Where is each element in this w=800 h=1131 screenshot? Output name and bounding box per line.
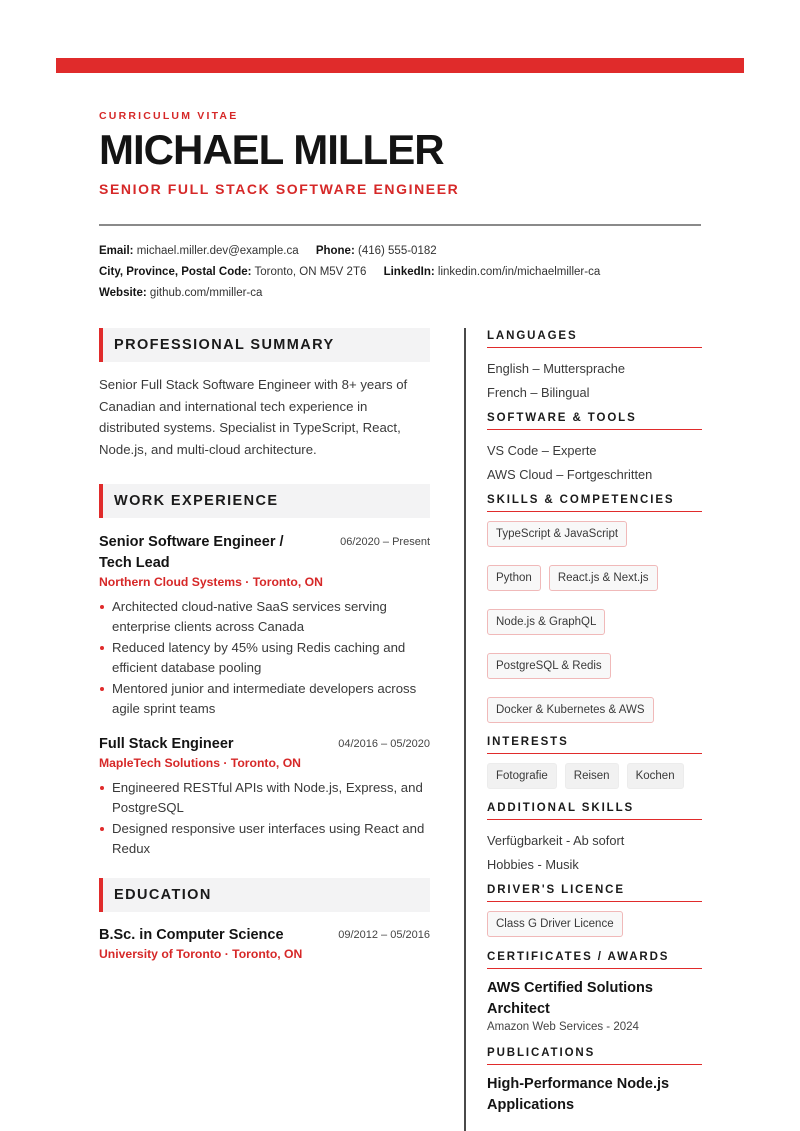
contact-website: Website: github.com/mmiller-ca	[99, 287, 263, 299]
job-entry	[99, 532, 430, 718]
degree-title: B.Sc. in Computer Science	[99, 927, 284, 943]
certificates-heading: CERTIFICATES / AWARDS	[487, 951, 702, 969]
licence-heading: DRIVER'S LICENCE	[487, 884, 702, 902]
resume-header	[99, 110, 701, 197]
job-company: Northern Cloud Systems · Toronto, ON	[99, 575, 323, 589]
skill-tag: Python	[487, 565, 541, 591]
additional-list	[487, 829, 702, 876]
licence-tag: Class G Driver Licence	[487, 911, 623, 937]
tools-list	[487, 439, 702, 486]
bullet-item: Reduced latency by 45% using Redis caching and efficient database pooling	[99, 638, 430, 677]
skill-tag: Node.js & GraphQL	[487, 609, 605, 635]
contact-email: Email: michael.miller.dev@example.ca	[99, 245, 299, 257]
skills-tags	[487, 521, 702, 723]
skill-tag: TypeScript & JavaScript	[487, 521, 627, 547]
column-divider	[464, 328, 466, 1131]
licence-tags	[487, 911, 702, 937]
interest-tag: Reisen	[565, 763, 619, 789]
job-dates: 04/2016 – 05/2020	[338, 738, 430, 750]
certificate-issuer: Amazon Web Services - 2024	[487, 1021, 639, 1033]
candidate-role: SENIOR FULL STACK SOFTWARE ENGINEER	[99, 181, 460, 198]
email-value[interactable]: michael.miller.dev@example.ca	[136, 245, 299, 257]
additional-item: Verfügbarkeit - Ab sofort	[487, 833, 625, 848]
contact-city: City, Province, Postal Code: Toronto, ON M5V 2T6	[99, 266, 367, 278]
publications-heading: PUBLICATIONS	[487, 1047, 702, 1065]
candidate-name: MICHAEL MILLER	[99, 126, 444, 173]
eyebrow-label: CURRICULUM VITAE	[99, 110, 239, 122]
language-item: English – Muttersprache	[487, 361, 625, 376]
header-divider	[99, 224, 701, 226]
interests-heading: INTERESTS	[487, 736, 702, 754]
city-value: Toronto, ON M5V 2T6	[254, 266, 367, 278]
bullet-item: Designed responsive user interfaces using React and Redux	[99, 819, 430, 858]
skills-heading: SKILLS & COMPETENCIES	[487, 494, 702, 512]
additional-heading: ADDITIONAL SKILLS	[487, 802, 702, 820]
summary-text: Senior Full Stack Software Engineer with 8+ years of Canadian and international tech experience in distributed systems. Specialist in TypeScript, React, Node.js, and multi-cloud architecture.	[99, 377, 408, 457]
job-company: MapleTech Solutions · Toronto, ON	[99, 756, 301, 770]
skill-tag: PostgreSQL & Redis	[487, 653, 611, 679]
additional-item: Hobbies - Musik	[487, 856, 579, 872]
contact-linkedin: LinkedIn: linkedin.com/in/michaelmiller-ca	[383, 266, 601, 278]
contact-phone: Phone: (416) 555-0182	[315, 245, 437, 257]
tool-item: AWS Cloud – Fortgeschritten	[487, 466, 653, 482]
interest-tag: Kochen	[627, 763, 684, 789]
job-bullets	[99, 597, 430, 718]
languages-heading: LANGUAGES	[487, 330, 702, 348]
publication-title: High-Performance Node.js Applications	[487, 1076, 670, 1113]
interest-tag: Fotografie	[487, 763, 557, 789]
tools-heading: SOFTWARE & TOOLS	[487, 412, 702, 430]
job-dates: 06/2020 – Present	[340, 536, 430, 548]
bullet-item: Mentored junior and intermediate developers across agile sprint teams	[99, 679, 430, 718]
top-accent-bar	[56, 58, 744, 73]
bullet-item: Architected cloud-native SaaS services serving enterprise clients across Canada	[99, 597, 430, 636]
education-entry	[99, 925, 430, 961]
bullet-item: Engineered RESTful APIs with Node.js, Express, and PostgreSQL	[99, 778, 430, 817]
left-column	[99, 328, 430, 961]
summary-heading: PROFESSIONAL SUMMARY	[99, 328, 430, 362]
job-bullets	[99, 778, 430, 858]
languages-list	[487, 357, 702, 404]
school-name: University of Toronto · Toronto, ON	[99, 947, 303, 961]
job-title: Senior Software Engineer / Tech Lead	[99, 534, 284, 571]
tool-item: VS Code – Experte	[487, 443, 597, 458]
interests-tags	[487, 763, 702, 789]
language-item: French – Bilingual	[487, 384, 590, 400]
skill-tag: React.js & Next.js	[549, 565, 658, 591]
linkedin-link[interactable]: linkedin.com/in/michaelmiller-ca	[437, 266, 601, 278]
contact-block	[99, 241, 614, 304]
certificate-title: AWS Certified Solutions Architect	[487, 980, 653, 1017]
education-heading: EDUCATION	[99, 878, 430, 912]
skill-tag: Docker & Kubernetes & AWS	[487, 697, 654, 723]
website-link[interactable]: github.com/mmiller-ca	[149, 287, 263, 299]
job-entry	[99, 734, 430, 858]
job-title: Full Stack Engineer	[99, 736, 234, 752]
education-dates: 09/2012 – 05/2016	[338, 929, 430, 941]
experience-heading: WORK EXPERIENCE	[99, 484, 430, 518]
right-column	[487, 330, 702, 1115]
phone-value[interactable]: (416) 555-0182	[358, 245, 437, 257]
